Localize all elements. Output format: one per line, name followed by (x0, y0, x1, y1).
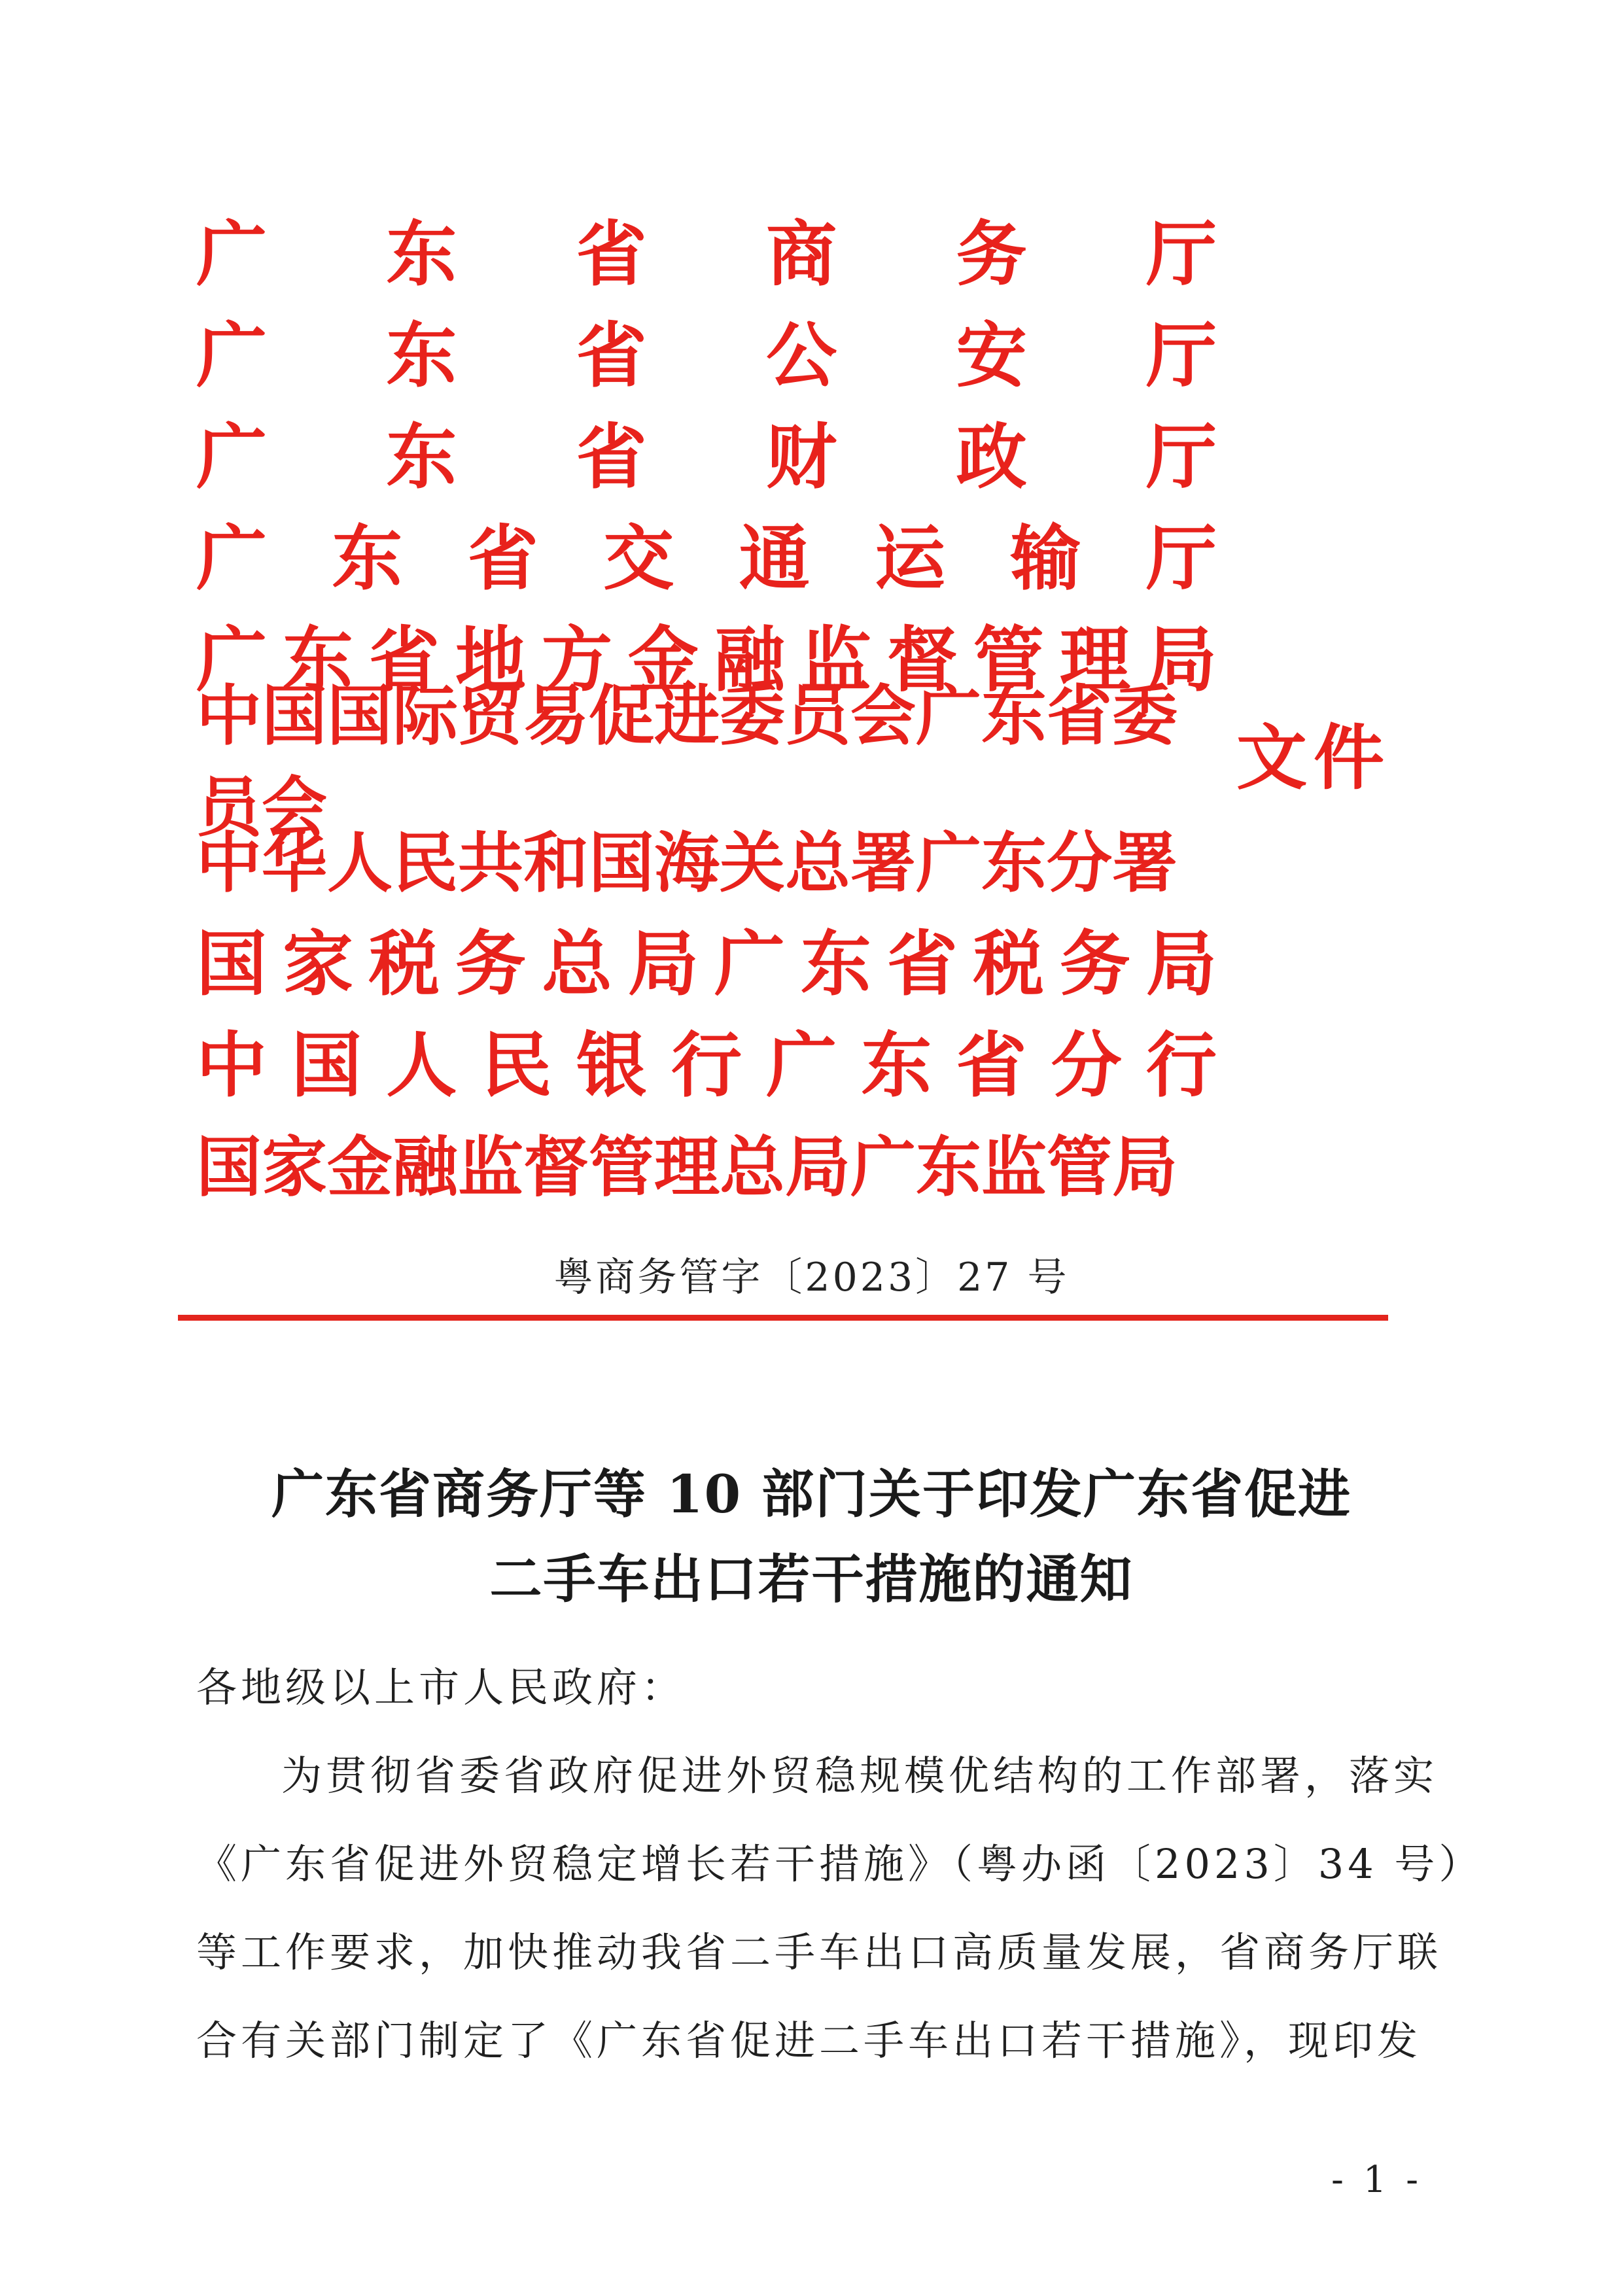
agency-char: 广 (196, 619, 268, 701)
agency-char: 理 (1059, 619, 1130, 701)
agency-char: 广 (714, 924, 785, 1005)
body-line-4: 合有关部门制定了《广东省促进二手车出口若干措施》，现印发 (196, 2017, 1422, 2064)
agency-char: 省 (467, 518, 538, 600)
document-title-line-2: 二手车出口若干措施的通知 (489, 1548, 1134, 1610)
agency-char: 公 (766, 315, 837, 397)
agency-char: 中 (196, 1025, 268, 1107)
agency-line-4 (196, 513, 1217, 605)
agency-char: 东 (386, 315, 457, 397)
agency-char: 省 (576, 214, 647, 296)
agency-char: 交 (603, 518, 674, 600)
agency-char: 广 (196, 518, 268, 600)
body-line-3: 等工作要求，加快推动我省二手车出口高质量发展，省商务厅联 (196, 1928, 1442, 1976)
agency-char: 金 (627, 619, 699, 701)
agency-char: 监 (800, 619, 871, 701)
agency-char: 融 (714, 619, 785, 701)
agency-char: 人 (386, 1025, 457, 1107)
agency-line-9 (196, 1020, 1217, 1112)
agency-char: 中国国际贸易促进委员会广东省委员会 (196, 678, 1178, 846)
agency-char: 东 (332, 518, 403, 600)
agency-char: 银 (576, 1025, 647, 1107)
agency-char: 总 (541, 924, 612, 1005)
agency-char: 省 (576, 315, 647, 397)
agency-char: 国 (291, 1025, 362, 1107)
agency-char: 地 (455, 619, 526, 701)
agency-char: 行 (671, 1025, 742, 1107)
agency-char: 广 (766, 1025, 837, 1107)
agency-char: 督 (886, 619, 958, 701)
agency-char: 东 (861, 1025, 932, 1107)
agency-line-7 (196, 818, 1217, 909)
agency-char: 厅 (1145, 214, 1217, 296)
agency-char: 厅 (1145, 417, 1217, 498)
agency-char: 厅 (1145, 518, 1217, 600)
agency-char: 分 (1051, 1025, 1122, 1107)
agency-char: 厅 (1145, 315, 1217, 397)
agency-char: 运 (875, 518, 946, 600)
body-line-2: 《广东省促进外贸稳定增长若干措施》（粤办函〔2023〕34 号） (196, 1840, 1484, 1888)
agency-char: 省 (576, 417, 647, 498)
agency-char: 政 (956, 417, 1027, 498)
agency-char: 局 (627, 924, 699, 1005)
agency-char: 东 (282, 619, 353, 701)
agency-char: 局 (1145, 924, 1217, 1005)
document-title-line-1: 广东省商务厅等 10 部门关于印发广东省促进 (271, 1463, 1352, 1525)
document-header-suffix: 文件 (1236, 718, 1391, 799)
agency-char: 国 (196, 924, 268, 1005)
agency-char: 通 (739, 518, 810, 600)
agency-line-10 (196, 1122, 1217, 1213)
agency-char: 方 (541, 619, 612, 701)
agency-char: 广 (196, 315, 268, 397)
agency-char: 广 (196, 417, 268, 498)
agency-line-1 (196, 209, 1217, 301)
agency-char: 输 (1010, 518, 1081, 600)
agency-char: 民 (481, 1025, 552, 1107)
agency-char: 商 (766, 214, 837, 296)
agency-char: 家 (282, 924, 353, 1005)
agency-char: 税 (368, 924, 440, 1005)
agency-char: 局 (1145, 619, 1217, 701)
agency-char: 国家金融监督管理总局广东监管局 (196, 1129, 1178, 1206)
agency-char: 务 (1059, 924, 1130, 1005)
agency-line-6 (196, 678, 1217, 846)
agency-char: 省 (368, 619, 440, 701)
red-separator-rule (178, 1315, 1388, 1321)
agency-char: 税 (973, 924, 1044, 1005)
salutation: 各地级以上市人民政府： (196, 1663, 686, 1711)
agency-char: 东 (386, 417, 457, 498)
agency-char: 财 (766, 417, 837, 498)
agency-char: 东 (800, 924, 871, 1005)
agency-char: 务 (956, 214, 1027, 296)
agency-char: 广 (196, 214, 268, 296)
agency-char: 省 (956, 1025, 1027, 1107)
agency-char: 东 (386, 214, 457, 296)
agency-char: 安 (956, 315, 1027, 397)
agency-line-8 (196, 919, 1217, 1011)
agency-line-2 (196, 311, 1217, 402)
agency-char: 省 (886, 924, 958, 1005)
page-number: - 1 - (1331, 2159, 1423, 2201)
document-number: 粤商务管字〔2023〕27 号 (553, 1255, 1070, 1300)
body-line-1: 为贯彻省委省政府促进外贸稳规模优结构的工作部署，落实 (281, 1752, 1439, 1800)
agency-char: 管 (973, 619, 1044, 701)
agency-char: 行 (1145, 1025, 1217, 1107)
agency-char: 务 (455, 924, 526, 1005)
agency-char: 中华人民共和国海关总署广东分署 (196, 825, 1178, 901)
agency-line-3 (196, 412, 1217, 504)
